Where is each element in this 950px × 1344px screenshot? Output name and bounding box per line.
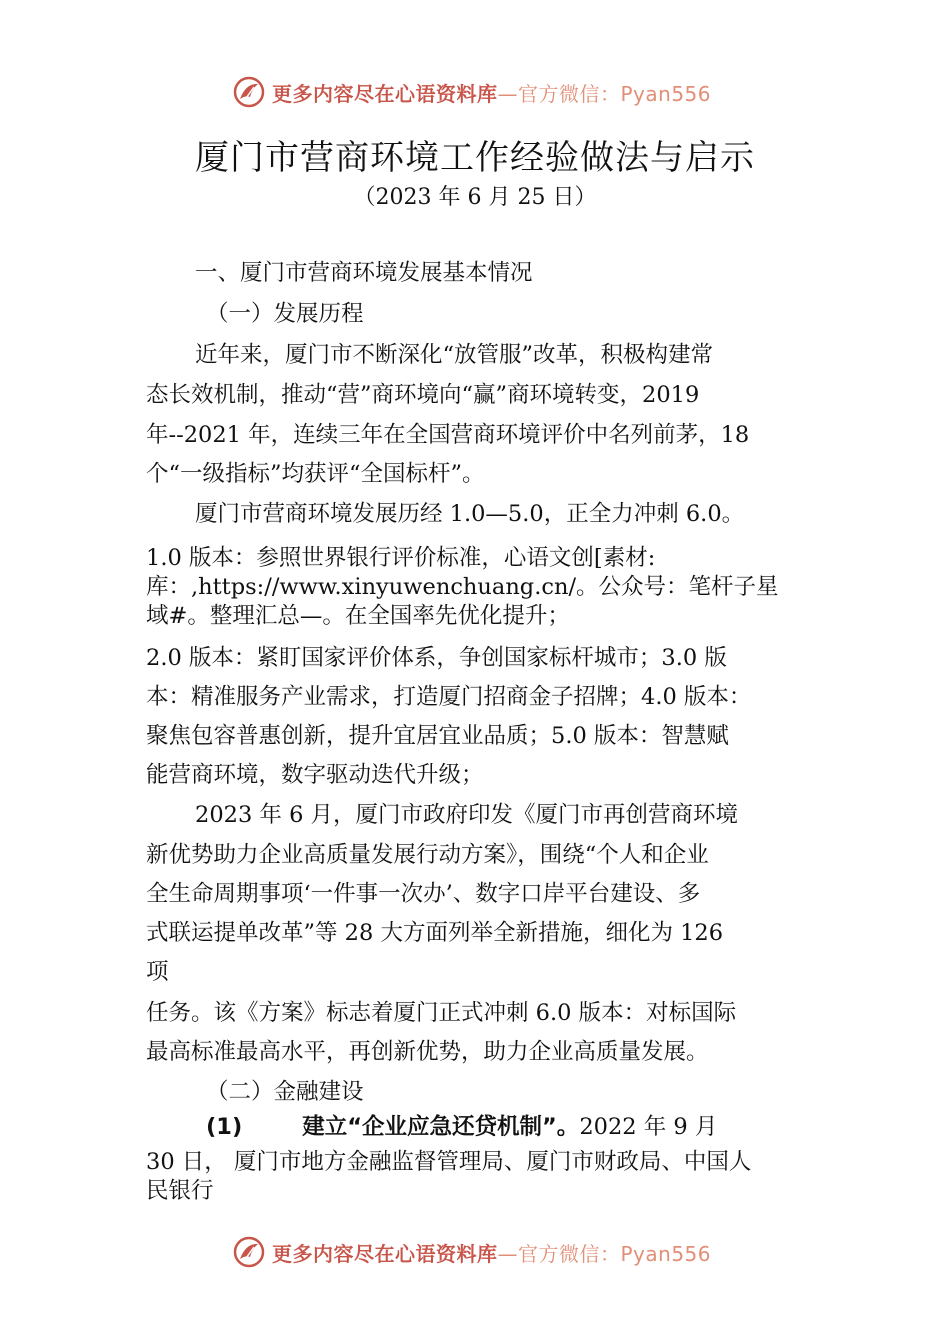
subsection-heading-2: （二）金融建设 <box>206 1079 364 1105</box>
paragraph-line: 1.0 版本：参照世界银行评价标准，心语文创[素材: <box>146 545 656 571</box>
paragraph-line: 厦门市营商环境发展历经 1.0—5.0，正全力冲刺 6.0。 <box>195 501 745 527</box>
paragraph-line: 30 日， 厦门市地方金融监督管理局、厦门市财政局、中国人 <box>146 1149 752 1175</box>
paragraph-line: 民银行 <box>146 1178 214 1204</box>
document-title: 厦门市营商环境工作经验做法与启示 <box>195 138 755 178</box>
document-date: （2023 年 6 月 25 日） <box>353 185 597 210</box>
banner-wechat: —官方微信：Pyan556 <box>497 81 712 106</box>
subsection-heading-1: （一）发展历程 <box>206 301 364 327</box>
footer-banner <box>232 1232 732 1272</box>
banner-text: 更多内容尽在心语资料库—官方微信：Pyan556 <box>272 1241 712 1266</box>
paragraph-line: 任务。该《方案》标志着厦门正式冲刺 6.0 版本：对标国际 <box>146 1000 737 1026</box>
paragraph-line: 新优势助力企业高质量发展行动方案》，围绕“个人和企业 <box>146 842 709 868</box>
paragraph-line: 2.0 版本：紧盯国家评价体系，争创国家标杆城市；3.0 版 <box>146 645 727 671</box>
logo-icon <box>232 1235 266 1269</box>
paragraph-line: 能营商环境，数字驱动迭代升级； <box>146 762 484 788</box>
item-1-line <box>206 1116 717 1139</box>
section-heading-1: 一、厦门市营商环境发展基本情况 <box>195 260 533 286</box>
item-1-number: (1) <box>206 1114 243 1140</box>
paragraph-line: 式联运提单改革”等 28 大方面列举全新措施，细化为 126 <box>146 920 724 946</box>
paragraph-line: 近年来，厦门市不断深化“放管服”改革，积极构建常 <box>195 342 714 368</box>
paragraph-line: 域#。整理汇总—。在全国率先优化提升； <box>146 603 570 629</box>
paragraph-line: 本：精准服务产业需求，打造厦门招商金子招牌；4.0 版本： <box>146 684 752 710</box>
paragraph-line: 年--2021 年，连续三年在全国营商环境评价中名列前茅，18 <box>146 422 750 448</box>
paragraph-line: 2023 年 6 月，厦门市政府印发《厦门市再创营商环境 <box>195 802 739 828</box>
paragraph-line: 聚焦包容普惠创新，提升宜居宜业品质；5.0 版本：智慧赋 <box>146 723 729 749</box>
item-1-heading: 建立“企业应急还贷机制”。 <box>302 1114 580 1140</box>
paragraph-line: 态长效机制，推动“营”商环境向“赢”商环境转变，2019 <box>146 382 700 408</box>
logo-icon <box>232 75 266 109</box>
paragraph-line: 库：,https://www.xinyuwenchuang.cn/。公众号：笔杆子星 <box>146 574 779 600</box>
paragraph-line: 最高标准最高水平，再创新优势，助力企业高质量发展。 <box>146 1039 709 1065</box>
banner-text: 更多内容尽在心语资料库—官方微信：Pyan556 <box>272 81 712 106</box>
paragraph-line: 个“一级指标”均获评“全国标杆”。 <box>146 461 485 487</box>
banner-wechat: —官方微信：Pyan556 <box>497 1241 712 1266</box>
item-1-text: 2022 年 9 月 <box>579 1114 718 1140</box>
paragraph-line: 全生命周期事项‘一件事一次办’、数字口岸平台建设、多 <box>146 881 701 907</box>
header-banner <box>232 72 732 112</box>
paragraph-line: 项 <box>146 959 169 985</box>
